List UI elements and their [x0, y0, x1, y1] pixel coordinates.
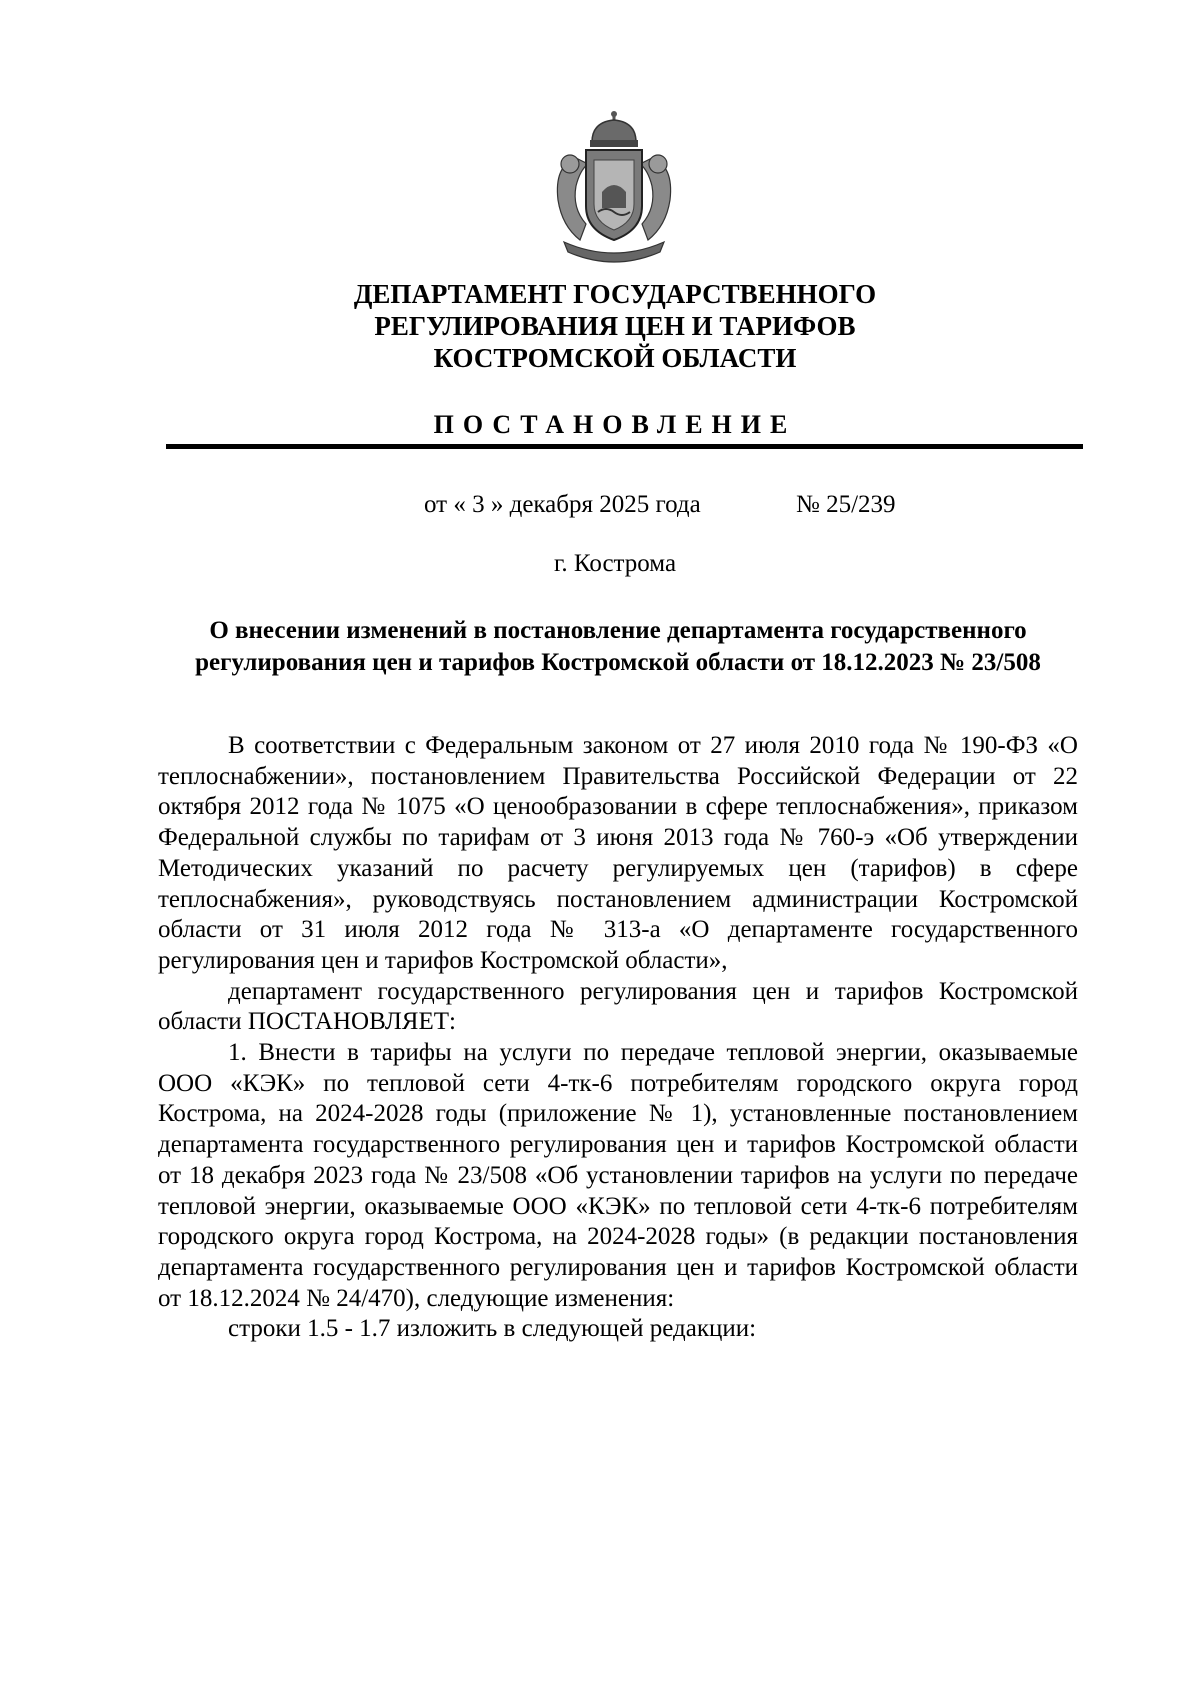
body-paragraph: департамент государственного регулирования цен и тарифов Костромской области ПОСТАНОВЛЯЕТ: [158, 977, 1078, 1036]
document-date: от « 3 » декабря 2025 года [424, 491, 701, 518]
department-title-line: КОСТРОМСКОЙ ОБЛАСТИ [433, 343, 797, 373]
department-title [200, 278, 1030, 374]
document-type: ПОСТАНОВЛЕНИЕ [433, 410, 797, 439]
department-title-line: ДЕПАРТАМЕНТ ГОСУДАРСТВЕННОГО [353, 279, 877, 309]
document-subject-line: О внесении изменений в постановление департамента государственного [209, 617, 1027, 644]
header-divider [166, 444, 1083, 449]
kostroma-oblast-coat-of-arms-icon [546, 108, 682, 272]
body-paragraph: строки 1.5 - 1.7 изложить в следующей редакции: [228, 1315, 757, 1343]
body-paragraph: 1. Внести в тарифы на услуги по передаче тепловой энергии, оказываемые ООО «КЭК» по тепловой сети 4-тк-6 потребителям городского округа город Кострома, на 2024-2028 годы (приложение № 1), установленные постановлением департамента государственного регулирования цен и тарифов Костромской области от 18 декабря 2023 года № 23/508 «Об установлении тарифов на услуги по передаче тепловой энергии, оказываемые ООО «КЭК» по тепловой сети 4-тк-6 потребителям городского округа город Кострома, на 2024-2028 годы» (в редакции постановления департамента государственного регулирования цен и тарифов Костромской области от 18.12.2024 № 24/470), следующие изменения: [158, 1039, 1078, 1312]
department-title-line: РЕГУЛИРОВАНИЯ ЦЕН И ТАРИФОВ [374, 311, 856, 341]
document-subject [158, 615, 1078, 679]
body-paragraph: В соответствии с Федеральным законом от 27 июля 2010 года № 190-ФЗ «О теплоснабжении», постановлением Правительства Российской Федерации от 22 октября 2012 года № 1075 «О ценообразовании в сфере теплоснабжения», приказом Федеральной службы по тарифам от 3 июня 2013 года № 760-э «Об утверждении Методических указаний по расчету регулируемых цен (тарифов) в сфере теплоснабжения», руководствуясь постановлением администрации Костромской области от 31 июля 2012 года № 313-а «О департаменте государственного регулирования цен и тарифов Костромской области», [158, 732, 1078, 974]
document-city: г. Кострома [553, 550, 677, 577]
document-body [158, 731, 1078, 1345]
document-number: № 25/239 [796, 491, 896, 518]
document-subject-line: регулирования цен и тарифов Костромской области от 18.12.2023 № 23/508 [195, 649, 1041, 676]
